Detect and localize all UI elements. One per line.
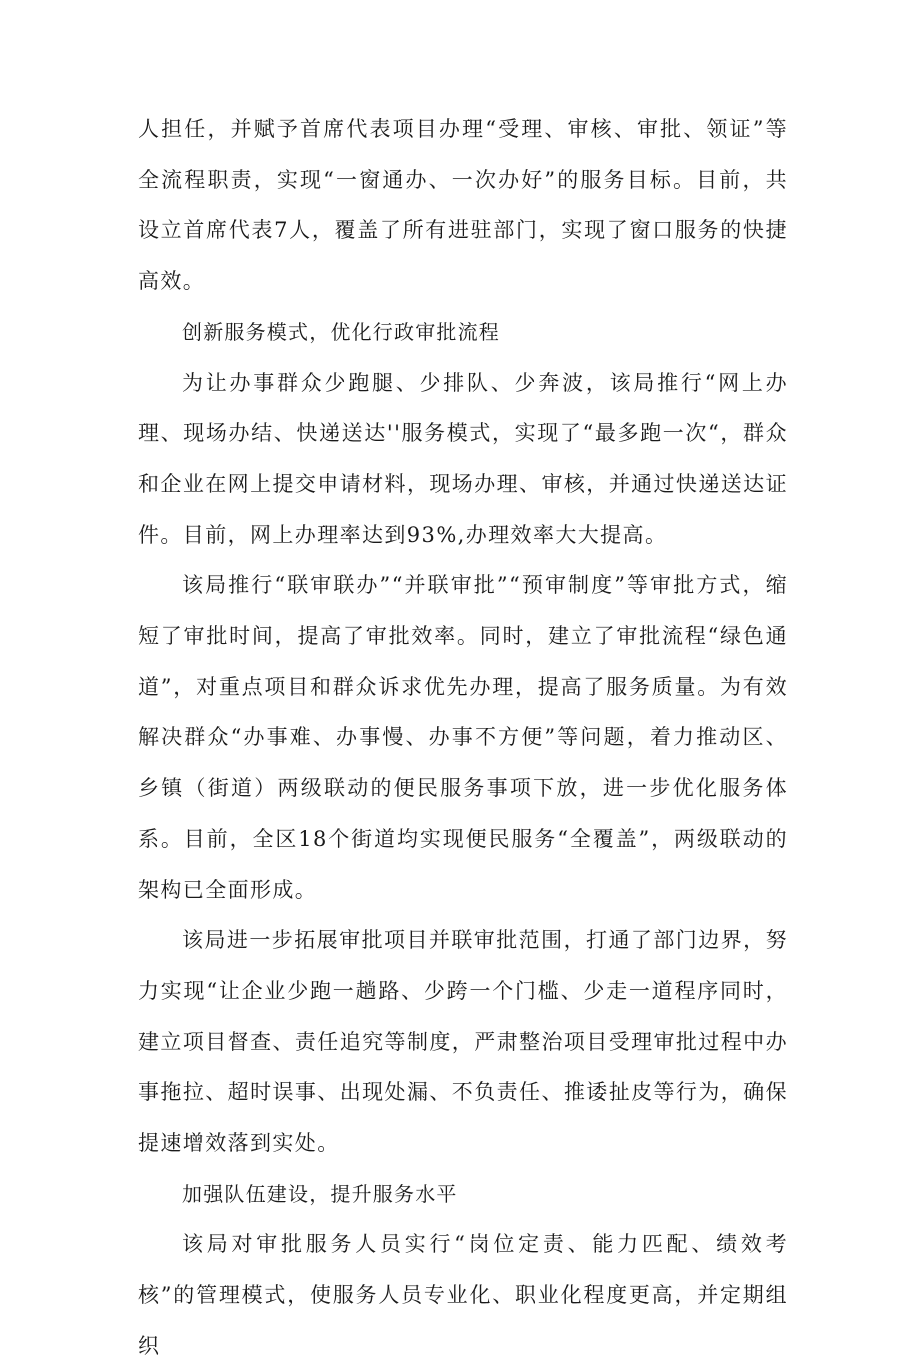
- paragraph-continuation: 人担任，并赋予首席代表项目办理“受理、审核、审批、领证”等全流程职责，实现“一窗通办、一次办好”的服务目标。目前，共设立首席代表7人，覆盖了所有进驻部门，实现了窗口服务的快捷高效。: [138, 117, 788, 294]
- paragraph-joint-approval: 该局推行“联审联办”“并联审批”“预审制度”等审批方式，缩短了审批时间，提高了审批效率。同时，建立了审批流程“绿色通道”，对重点项目和群众诉求优先办理，提高了服务质量。为有效解决群众“办事难、办事慢、办事不方便”等问题，着力推动区、乡镇（街道）两级联动的便民服务事项下放，进一步优化服务体系。目前，全区18个街道均实现便民服务“全覆盖”，两级联动的架构已全面形成。: [138, 573, 788, 902]
- paragraph-staff-management: 该局对审批服务人员实行“岗位定责、能力匹配、绩效考核”的管理模式，使服务人员专业化、职业化程度更高，并定期组织: [138, 1232, 788, 1358]
- document-body: [138, 104, 788, 1372]
- paragraph-approval-scope: 该局进一步拓展审批项目并联审批范围，打通了部门边界，努力实现“让企业少跑一趟路、少跨一个门槛、少走一道程序同时，建立项目督查、责任追究等制度，严肃整治项目受理审批过程中办事拖拉、超时误事、出现处漏、不负责任、推诿扯皮等行为，确保提速增效落到实处。: [138, 928, 788, 1156]
- section-heading-innovate-service: 创新服务模式，优化行政审批流程: [182, 319, 500, 344]
- section-heading-team-building: 加强队伍建设，提升服务水平: [182, 1181, 458, 1206]
- paragraph-online-service: 为让办事群众少跑腿、少排队、少奔波，该局推行“网上办理、现场办结、快递送达''服务模式，实现了“最多跑一次“，群众和企业在网上提交申请材料，现场办理、审核，并通过快递送达证件。目前，网上办理率达到93%,办理效率大大提高。: [138, 370, 788, 547]
